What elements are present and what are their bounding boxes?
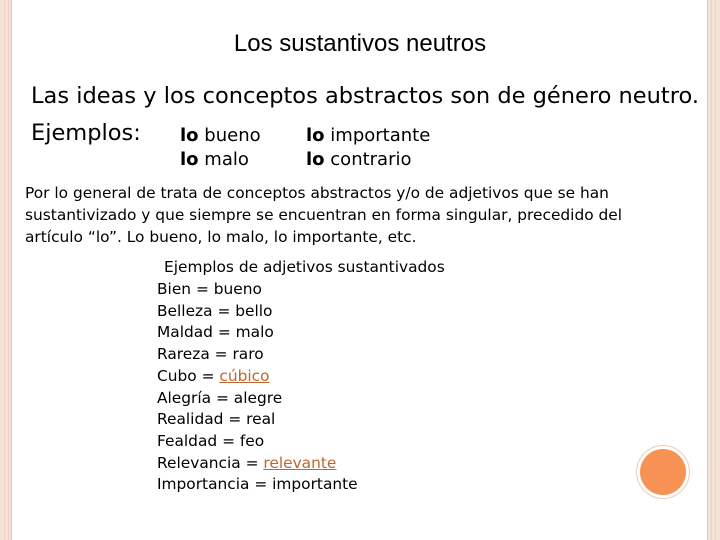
example-item — [306, 149, 412, 170]
list-item — [157, 279, 358, 301]
adjective: raro — [232, 345, 264, 364]
equals-sign: = — [249, 475, 273, 494]
example-article: lo — [306, 125, 325, 146]
list-item — [157, 453, 358, 475]
equals-sign: = — [217, 431, 240, 450]
adjectives-heading: Ejemplos de adjetivos sustantivados — [164, 258, 445, 276]
example-item — [180, 149, 249, 170]
noun: Realidad — [157, 410, 224, 429]
list-item — [157, 322, 358, 344]
noun: Cubo — [157, 366, 197, 385]
adjective: alegre — [233, 388, 283, 407]
noun: Alegría — [157, 388, 212, 407]
decorative-stripe-left — [4, 0, 5, 540]
equals-sign: = — [211, 388, 234, 407]
equals-sign: = — [212, 301, 236, 320]
adjective-link-cubico[interactable]: cúbico — [219, 366, 270, 385]
example-word: importante — [330, 125, 431, 146]
example-word: bueno — [204, 125, 261, 146]
example-article: lo — [180, 149, 199, 170]
list-item — [157, 366, 358, 388]
noun: Bien — [157, 280, 192, 298]
equals-sign: = — [209, 345, 233, 364]
decorative-circle — [640, 449, 686, 495]
decorative-stripe-left-inner — [8, 0, 9, 540]
adjectives-list — [157, 279, 358, 496]
equals-sign: = — [196, 366, 220, 385]
noun: Importancia — [157, 475, 250, 494]
decorative-stripe-right-outer — [715, 0, 716, 540]
example-word: malo — [204, 149, 249, 170]
list-item — [157, 474, 358, 496]
equals-sign: = — [223, 410, 247, 429]
adjective: malo — [235, 323, 274, 342]
noun: Maldad — [157, 323, 213, 342]
noun: Rareza — [157, 345, 210, 364]
slide-title: Los sustantivos neutros — [233, 30, 487, 57]
adjective: bello — [235, 301, 273, 320]
noun: Fealdad — [157, 431, 218, 450]
adjective: importante — [272, 475, 358, 494]
adjective: real — [246, 410, 276, 429]
equals-sign: = — [212, 323, 236, 342]
adjective: bueno — [213, 280, 262, 298]
decorative-stripe-right — [711, 0, 712, 540]
example-article: lo — [306, 149, 325, 170]
list-item — [157, 301, 358, 323]
adjective: feo — [239, 431, 265, 450]
adjective-link-relevante[interactable]: relevante — [263, 453, 337, 472]
intro-sentence: Las ideas y los conceptos abstractos son de género neutro. — [31, 83, 699, 109]
example-article: lo — [180, 125, 199, 146]
example-item — [306, 125, 430, 146]
example-word: contrario — [330, 149, 412, 170]
list-item — [157, 431, 358, 453]
equals-sign: = — [191, 280, 214, 298]
examples-label: Ejemplos: — [31, 120, 141, 146]
noun: Relevancia — [157, 453, 241, 472]
list-item — [157, 344, 358, 366]
equals-sign: = — [240, 453, 264, 472]
list-item — [157, 388, 358, 410]
example-item — [180, 125, 261, 146]
list-item — [157, 409, 358, 431]
noun: Belleza — [157, 301, 213, 320]
explanation-paragraph: Por lo general de trata de conceptos abstractos y/o de adjetivos que se han sustantivizado y que siempre se encuentran en forma singular, precedido del artículo “lo”. Lo bueno, lo malo, lo importante, etc. — [25, 184, 623, 246]
